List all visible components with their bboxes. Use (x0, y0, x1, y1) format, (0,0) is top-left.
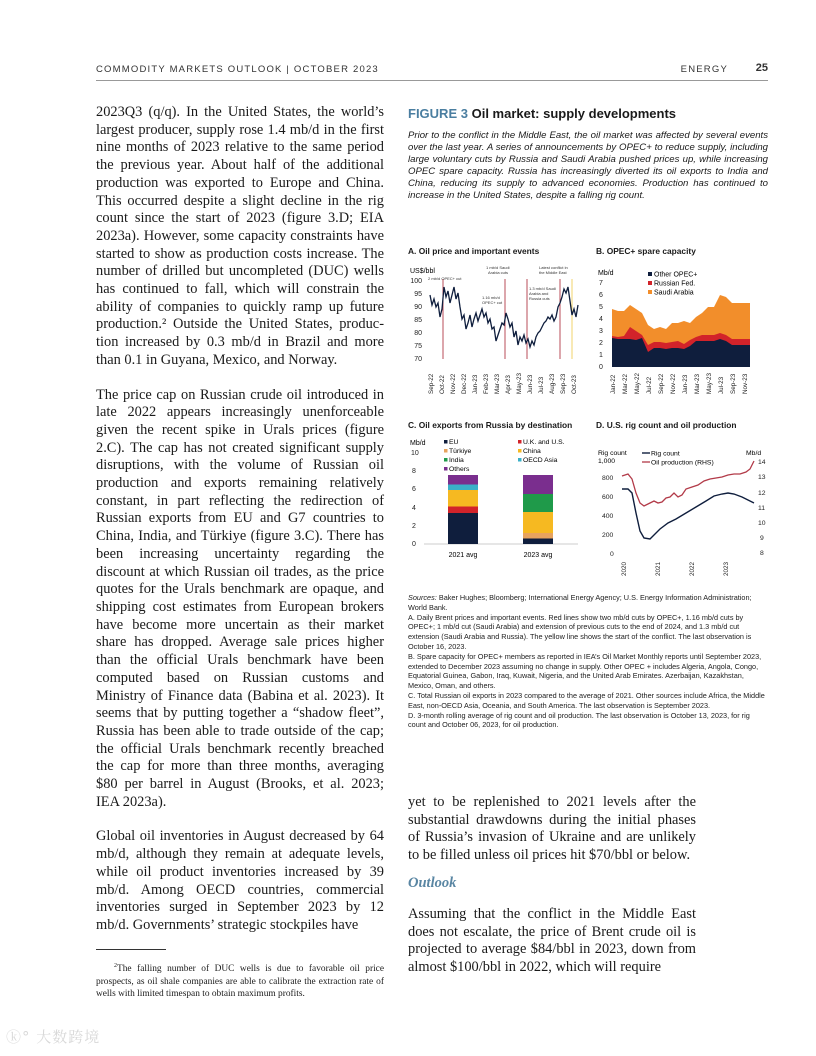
body-paragraph: yet to be replenished to 2021 levels after the substantial drawdowns during the initial phases of Russia’s invasion of Ukraine and are unlikely to be filled unless oil prices hit $70/bbl or below. (408, 794, 696, 864)
svg-text:1.16 mb/d: 1.16 mb/d (482, 294, 500, 300)
russia-exports-chart (408, 431, 586, 581)
svg-text:Mb/d: Mb/d (598, 269, 614, 277)
svg-text:Sep-22: Sep-22 (428, 373, 435, 394)
svg-text:Jan-23: Jan-23 (472, 374, 479, 394)
svg-text:2: 2 (412, 522, 416, 530)
svg-text:Latest conflict in: Latest conflict in (539, 264, 568, 270)
oil-price-chart (408, 257, 586, 397)
svg-text:Oil production (RHS): Oil production (RHS) (651, 459, 714, 466)
svg-text:Saudi Arabia: Saudi Arabia (654, 289, 694, 296)
svg-text:100: 100 (410, 277, 422, 285)
svg-text:80: 80 (414, 329, 422, 337)
svg-text:OECD Asia: OECD Asia (523, 456, 558, 464)
svg-text:7: 7 (599, 279, 603, 287)
svg-text:EU: EU (449, 438, 459, 446)
footnote (96, 960, 384, 1002)
legend (642, 450, 714, 466)
svg-text:2021 avg: 2021 avg (448, 551, 478, 559)
svg-text:8: 8 (412, 467, 416, 475)
svg-text:Mb/d: Mb/d (746, 449, 762, 457)
panel-b-title: B. OPEC+ spare capacity (596, 246, 696, 256)
svg-text:1.3 mb/d Saudi: 1.3 mb/d Saudi (529, 285, 556, 291)
svg-text:8: 8 (760, 549, 764, 557)
footnote-divider (96, 949, 166, 950)
svg-text:Jan-23: Jan-23 (682, 374, 689, 394)
svg-text:Mar-22: Mar-22 (622, 373, 629, 394)
svg-text:6: 6 (412, 485, 416, 493)
svg-text:2023 avg: 2023 avg (523, 551, 553, 559)
svg-text:6: 6 (599, 291, 603, 299)
legend (444, 439, 565, 473)
svg-text:13: 13 (758, 473, 766, 481)
svg-text:Russian Fed.: Russian Fed. (654, 280, 696, 287)
svg-text:Mar-23: Mar-23 (694, 373, 701, 394)
section-heading-outlook: Outlook (408, 874, 457, 891)
svg-text:0: 0 (610, 550, 614, 558)
svg-text:the Middle East: the Middle East (539, 269, 567, 275)
footnote-marker: 2 (114, 962, 117, 969)
page-header (96, 62, 768, 81)
panel-c (408, 420, 586, 586)
svg-text:75: 75 (414, 342, 422, 350)
svg-text:11: 11 (758, 504, 766, 512)
footnote-text: The falling number of DUC wells is due to favorable oil price prospects, as oil shale companies are able to calibrate the extraction rate of wells with limited timespan to obtain maximum profits. (96, 963, 384, 1000)
svg-text:U.K. and U.S.: U.K. and U.S. (523, 438, 565, 446)
svg-text:4: 4 (599, 315, 603, 323)
svg-text:85: 85 (414, 316, 422, 324)
panel-b (596, 246, 774, 402)
note-d: D. 3-month rolling average of rig count and oil production. The last observation is October 13, 2023, for rig count and October 06, 2023, for oil production. (408, 710, 750, 730)
svg-text:2 mb/d OPEC+ cut: 2 mb/d OPEC+ cut (428, 275, 462, 281)
svg-text:14: 14 (758, 458, 766, 466)
body-paragraph: 2023Q3 (q/q). In the United States, the world’s largest producer, supply rose 1.4 mb/d in the first nine months of 2023 relative to the same period the previous year. About half of the additional production was exported to Europe and China. This occurred despite a slight decline in the rig count since the start of 2023 (figure 3.D; EIA 2023a). However, some capacity constraints have started to show as production costs increase. The number of drilled but uncompleted (DUC) wells has continued to fall, which will constrain the ability of companies to quickly ramp up future production.² Outside the United States, production increased by 0.3 mb/d in Brazil and more than 0.1 in Guyana, Mexico, and Norway. (96, 104, 384, 368)
svg-text:Jun-23: Jun-23 (527, 374, 534, 394)
panel-a-title: A. Oil price and important events (408, 246, 540, 256)
svg-text:Rig count: Rig count (598, 449, 627, 457)
figure-3 (408, 106, 768, 576)
watermark-logo-icon: ⓚ° (6, 1028, 37, 1046)
svg-text:10: 10 (758, 519, 766, 527)
svg-text:10: 10 (411, 449, 419, 457)
note-c: C. Total Russian oil exports in 2023 compared to the average of 2021. Other sources include Africa, the Middle East, non-OECD Asia, Oceania, and South America. The last observation is September 2023. (408, 690, 765, 710)
sources-text: Baker Hughes; Bloomberg; International Energy Agency; U.S. Energy Information Administration; World Bank. (408, 593, 752, 612)
figure-title-text: Oil market: supply developments (471, 106, 677, 121)
spare-capacity-chart (596, 257, 774, 397)
svg-text:India: India (449, 456, 464, 464)
svg-text:5: 5 (599, 303, 603, 311)
figure-description: Prior to the conflict in the Middle East, the oil market was affected by several events over the last year. A series of announcements by OPEC+ to reduce supply, including large voluntary cuts by Russia and Saudi Arabia pushed prices up, while increasing OPEC spare capacity. Russia has increasingly diverted its oil exports to India and China, reducing its supply to advanced economies. Production has continued to increase in the United States, despite a falling rig count. (408, 130, 768, 202)
svg-text:Nov-22: Nov-22 (670, 373, 677, 394)
note-a: A. Daily Brent prices and important events. Red lines show two mb/d cuts by OPEC+, 1.16 mb/d cuts by OPEC+; 1 mb/d cut (Saudi Arabia) and extension of previous cuts to the end of 2024, and 1.3 mb/d cut extension (Saudi Arabia and Russia). The yellow line shows the start of the conflict. The last observation is October 16, 2023. (408, 612, 752, 651)
body-paragraph: Assuming that the conflict in the Middle East does not escalate, the price of Brent crude oil is projected to average $84/bbl in 2023, down from almost $100/bbl in 2022, which will require (408, 905, 696, 975)
svg-text:Nov-22: Nov-22 (450, 373, 457, 394)
body-paragraph: Global oil inventories in August decreased by 64 mb/d, although they remain at adequate levels, while oil product inventories increased by 39 mb/d. Among OECD countries, commercial inventories surged in September 2023 by 12 mb/d. Governments’ strategic stockpiles have (96, 828, 384, 933)
svg-text:400: 400 (602, 512, 614, 520)
svg-text:Arabia and: Arabia and (529, 290, 549, 296)
svg-text:3: 3 (599, 327, 603, 335)
rig-count-chart (596, 431, 774, 581)
svg-text:Mar-23: Mar-23 (494, 373, 501, 394)
svg-text:1: 1 (599, 351, 603, 359)
left-column (96, 104, 384, 1001)
svg-text:1,000: 1,000 (598, 457, 616, 465)
svg-text:Sep-22: Sep-22 (658, 373, 665, 394)
y-unit: US$/bbl (410, 267, 435, 275)
svg-text:Arabia cuts: Arabia cuts (488, 269, 509, 275)
legend (648, 271, 697, 296)
svg-text:China: China (523, 447, 541, 455)
panel-c-title: C. Oil exports from Russia by destination (408, 420, 573, 430)
svg-text:95: 95 (414, 290, 422, 298)
svg-text:12: 12 (758, 489, 766, 497)
svg-text:May-23: May-23 (516, 372, 523, 394)
svg-text:70: 70 (414, 355, 422, 363)
svg-text:2022: 2022 (689, 561, 696, 576)
svg-text:2021: 2021 (655, 561, 662, 576)
right-column (408, 794, 696, 994)
watermark (6, 1026, 100, 1047)
svg-text:4: 4 (412, 504, 416, 512)
svg-text:9: 9 (760, 534, 764, 542)
svg-text:Apr-23: Apr-23 (505, 374, 512, 394)
svg-text:Oct-23: Oct-23 (571, 374, 578, 394)
svg-text:Aug-23: Aug-23 (549, 373, 556, 394)
svg-text:Oct-22: Oct-22 (439, 374, 446, 394)
svg-text:800: 800 (602, 474, 614, 482)
bar-2021 (448, 475, 478, 544)
svg-text:1 mb/d Saudi: 1 mb/d Saudi (486, 264, 510, 270)
svg-text:Jul-23: Jul-23 (718, 376, 725, 394)
svg-text:Mb/d: Mb/d (410, 439, 426, 447)
svg-text:Nov-23: Nov-23 (742, 373, 749, 394)
svg-text:90: 90 (414, 303, 422, 311)
svg-text:2: 2 (599, 339, 603, 347)
section-name: ENERGY (680, 64, 728, 75)
svg-text:2023: 2023 (723, 561, 730, 576)
svg-text:600: 600 (602, 493, 614, 501)
svg-text:Jan-22: Jan-22 (610, 374, 617, 394)
x-axis-labels (428, 372, 578, 393)
sources-label: Sources: (408, 593, 437, 602)
svg-text:Sep-23: Sep-23 (730, 373, 737, 394)
watermark-text: 大数跨境 (36, 1028, 101, 1046)
svg-text:May-22: May-22 (634, 372, 641, 394)
svg-text:Others: Others (449, 465, 470, 473)
publication-title: COMMODITY MARKETS OUTLOOK | OCTOBER 2023 (96, 64, 379, 75)
svg-text:May-23: May-23 (706, 372, 713, 394)
page-number: 25 (755, 62, 768, 74)
bar-2023 (523, 475, 553, 544)
svg-text:Rig count: Rig count (651, 450, 680, 457)
svg-text:Jul-23: Jul-23 (538, 376, 545, 394)
note-b: B. Spare capacity for OPEC+ members as reported in IEA’s Oil Market Monthly reports until September 2023, extended to December 2023 assuming no change in supply. Other OPEC + includes Algeria, Angola, Congo, Equatorial Guinea, Gabon, Iraq, Kuwait, Nigeria, and the United Arab Emirates. Azerbaijan, Kazakhstan, Mexico, Oman, and others. (408, 651, 762, 691)
figure-title (408, 106, 768, 121)
panel-d-title: D. U.S. rig count and oil production (596, 420, 737, 430)
svg-text:Dec-22: Dec-22 (461, 373, 468, 394)
svg-text:200: 200 (602, 531, 614, 539)
panel-a (408, 246, 586, 402)
body-paragraph: The price cap on Russian crude oil introduced in late 2022 appears increasingly unenforceable given the recent spike in Urals prices (figure 2.C). The cap has not created significant supply disruptions, with the volume of Russian oil production and exports remaining relatively constant, in part reflecting the redirection of Russian exports from EU and G7 countries to China, India, and Türkiye (figure 3.C). There has been increasing uncertainty regarding the discount at which Russian oil trades, as the price quotes for the Urals benchmark are opaque, and shipping cost estimates from European brokers have become more uncertain as their market share has dropped. Average sale prices higher than the official Urals benchmark have been computed based on Russian customs and Ministry of Finance data (Babina et al. 2023). It seems that by putting together a “shadow fleet”, Russia has been able to trade outside of the cap; the official Urals benchmark recently breached the cap for more than three months, averaging $80 per barrel in August (Brooks, et al. 2023; IEA 2023a). (96, 386, 384, 810)
svg-text:Feb-23: Feb-23 (483, 373, 490, 394)
svg-text:Türkiye: Türkiye (449, 447, 472, 455)
svg-text:Jul-22: Jul-22 (646, 376, 653, 394)
svg-text:Russia cuts: Russia cuts (529, 295, 550, 301)
svg-text:0: 0 (412, 540, 416, 548)
svg-text:Sep-23: Sep-23 (560, 373, 567, 394)
figure-sources-notes (408, 593, 768, 730)
figure-label: FIGURE 3 (408, 106, 468, 121)
svg-text:Other OPEC+: Other OPEC+ (654, 271, 698, 278)
svg-text:OPEC+ cut: OPEC+ cut (482, 299, 503, 305)
svg-text:2020: 2020 (621, 561, 628, 576)
svg-text:0: 0 (599, 363, 603, 371)
panel-d (596, 420, 774, 586)
